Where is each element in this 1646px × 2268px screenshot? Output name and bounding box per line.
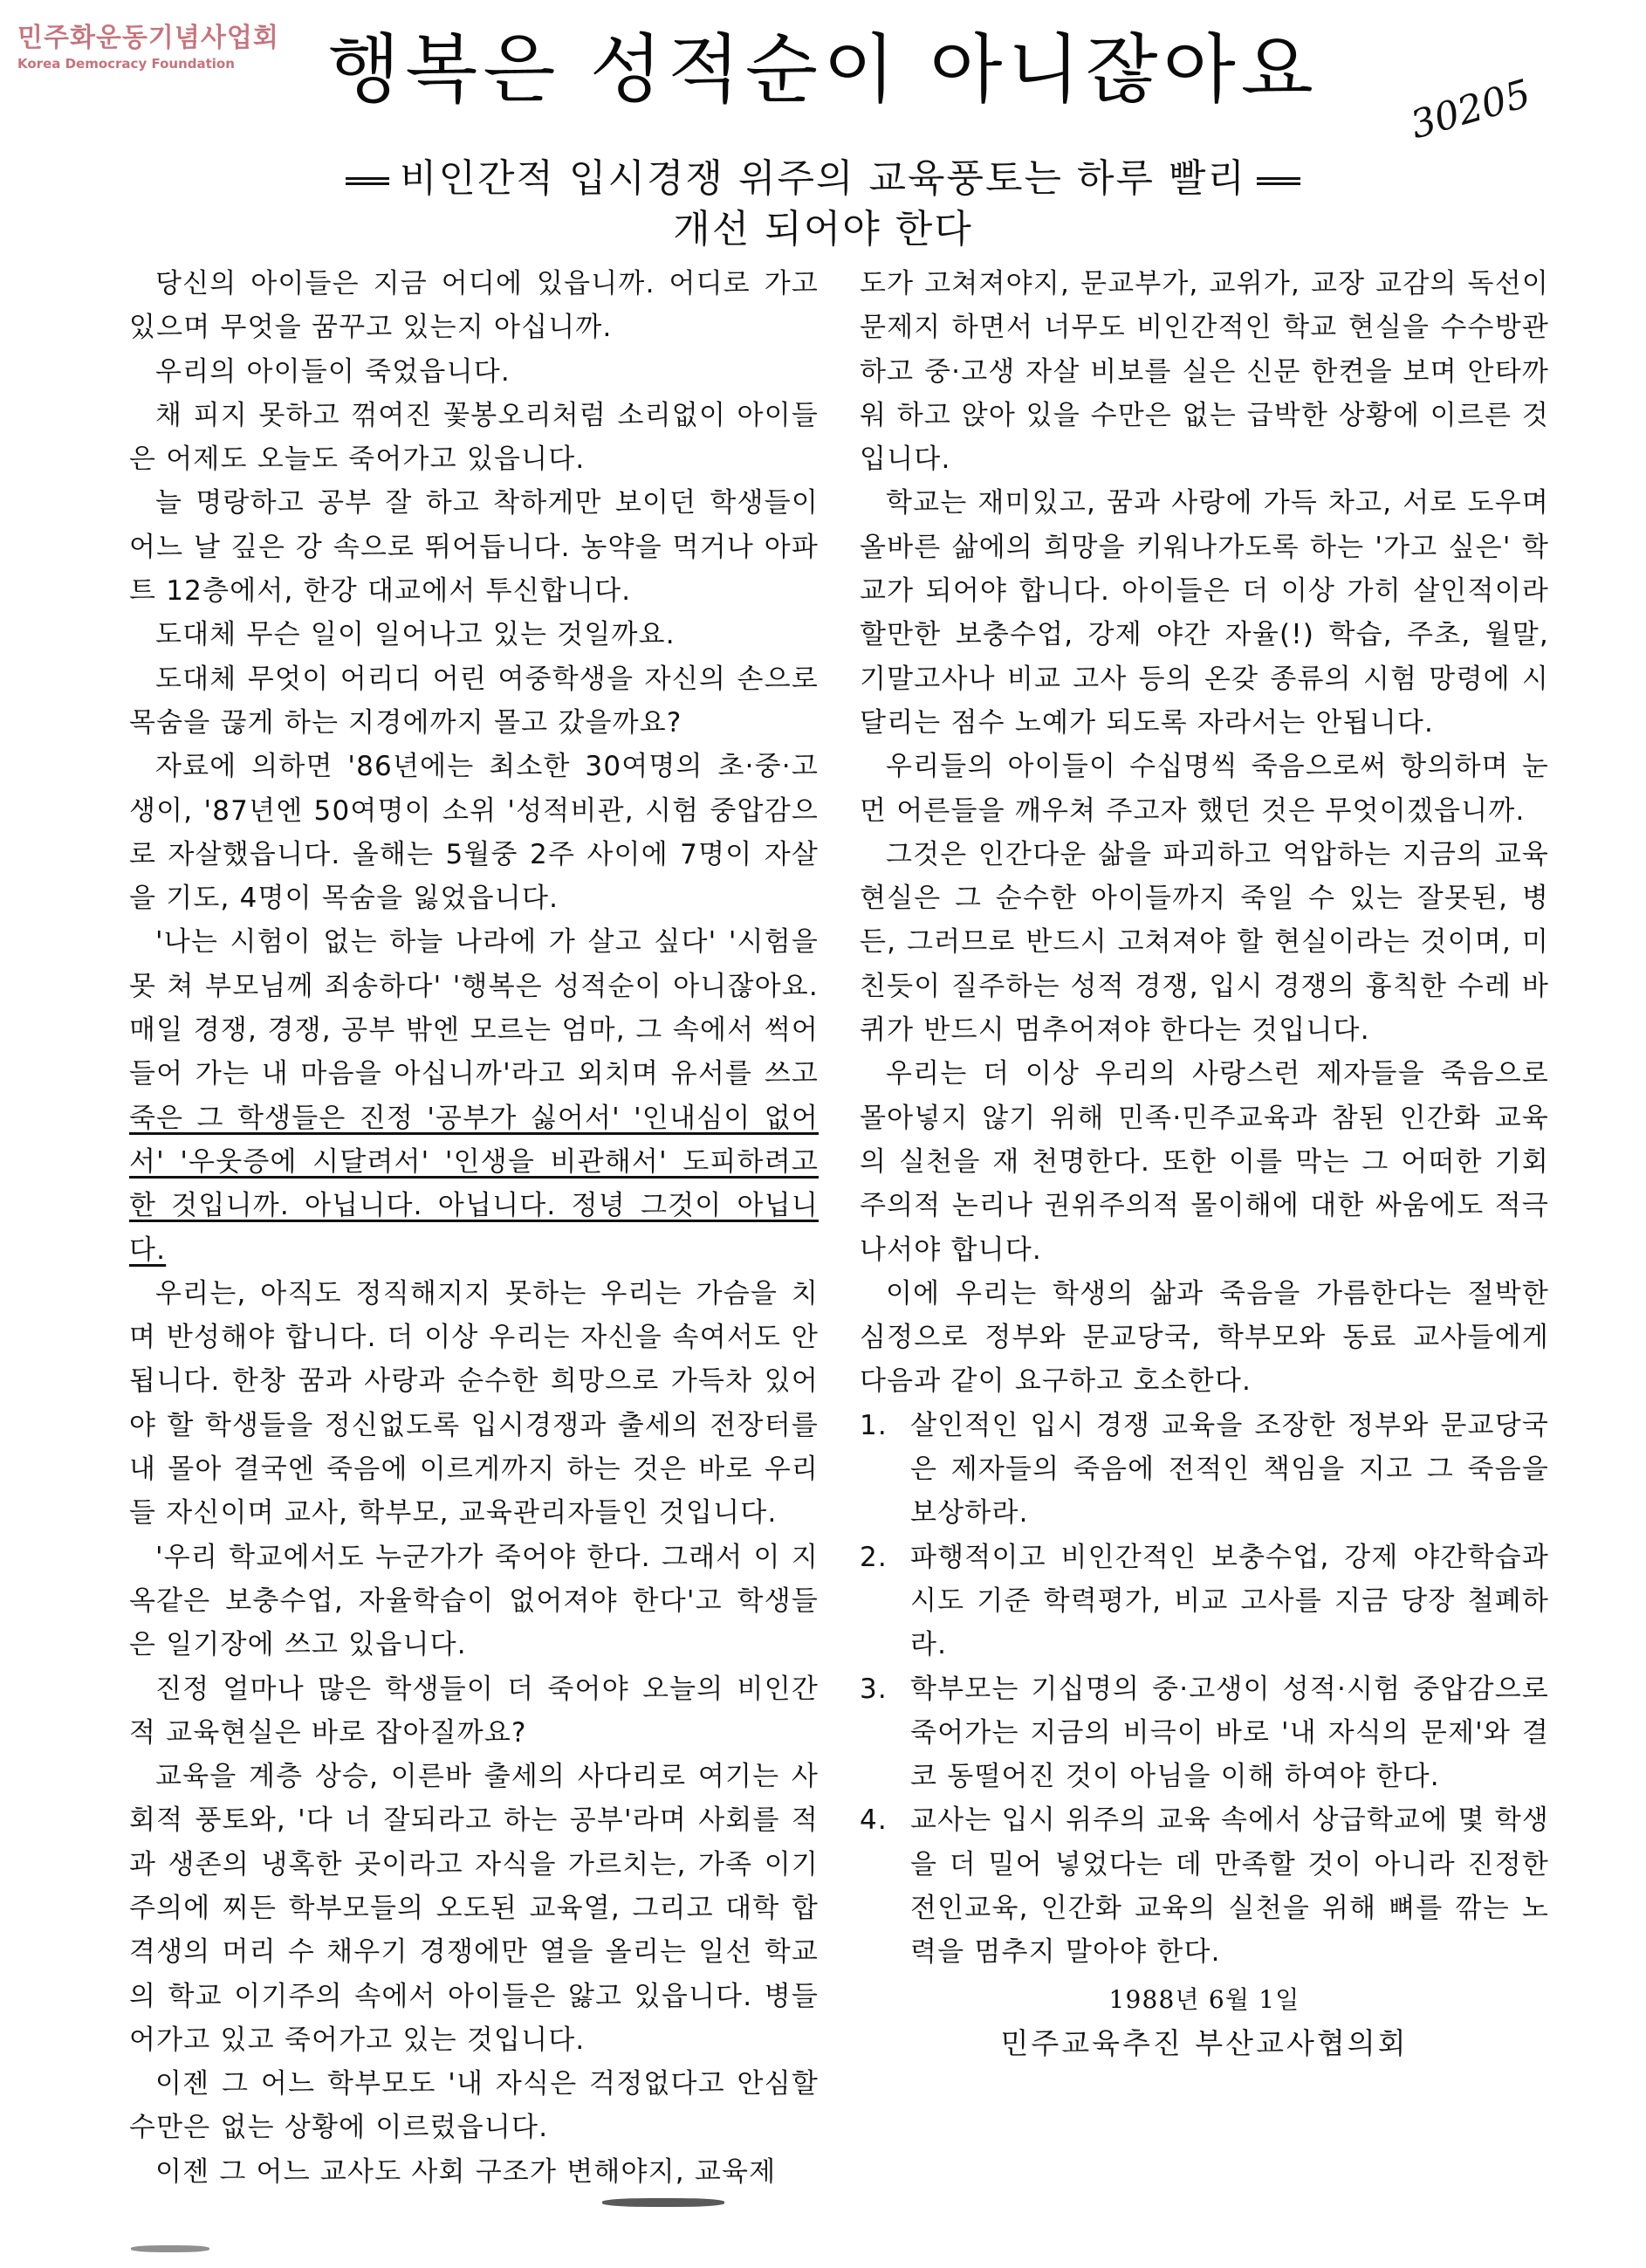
organization-name: 민주교육추진 부산교사협의회: [1000, 2025, 1409, 2060]
dash-left: [346, 177, 389, 185]
demand-item: [860, 1536, 1549, 1667]
paragraph: 우리들의 아이들이 수십명씩 죽음으로써 항의하며 눈 먼 어른들을 깨우쳐 주고자 했던 것은 무엇이겠읍니까.: [860, 751, 1549, 827]
subtitle-line-1: [0, 147, 1646, 203]
demand-text: 파행적이고 비인간적인 보충수업, 강제 야간학습과 시도 기준 학력평가, 비교 고사를 지금 당장 철폐하라.: [910, 1541, 1549, 1661]
demand-text: 학부모는 기십명의 중·고생이 성적·시험 중압감으로 죽어가는 지금의 비극이 바로 '내 자식의 문제'와 결코 동떨어진 것이 아님을 이해 하여야 한다.: [910, 1673, 1549, 1793]
handwritten-number: 30205: [1405, 71, 1536, 148]
paragraph: 우리의 아이들이 죽었읍니다.: [155, 355, 511, 388]
paragraph: 그것은 인간다운 삶을 파괴하고 억압하는 지금의 교육 현실은 그 순수한 아이들까지 죽일 수 있는 잘못된, 병든, 그러므로 반드시 고쳐져야 할 현실이라는 것이며, 미친듯이 질주하는 성적 경쟁, 입시 경쟁의 흉칙한 수레 바퀴가 반드시 멈추어져야 한다는 것입니다.: [860, 838, 1549, 1047]
document-date: 1988년 6월 1일: [1108, 1984, 1300, 2014]
demand-number: 2.: [860, 1541, 888, 1573]
paragraph: 당신의 아이들은 지금 어디에 있읍니까. 어디로 가고 있으며 무엇을 꿈꾸고 있는지 아십니까.: [129, 268, 819, 344]
paragraph: 도대체 무슨 일이 일어나고 있는 것일까요.: [155, 619, 676, 651]
watermark-english: Korea Democracy Foundation: [17, 56, 235, 72]
demand-text: 교사는 입시 위주의 교육 속에서 상급학교에 몇 학생을 더 밀어 넣었다는 데 만족할 것이 아니라 진정한 전인교육, 인간화 교육의 실천을 위해 뼈를 깎는 노력을 멈추지 말아야 한다.: [910, 1804, 1549, 1969]
demand-number: 1.: [860, 1409, 888, 1441]
subtitle-line-2: 개선 되어야 한다: [673, 207, 973, 251]
paragraph: 이젠 그 어느 학부모도 '내 자식은 걱정없다고 안심할 수만은 없는 상황에 이르렀읍니다.: [129, 2068, 819, 2144]
paragraph: 우리는 더 이상 우리의 사랑스런 제자들을 죽음으로 몰아넣지 않기 위해 민족·민주교육과 참된 인간화 교육의 실천을 재 천명한다. 또한 이를 막는 그 어떠한 기회주의적 논리나 권위주의적 몰이해에 대한 싸움에도 적극 나서야 합니다.: [860, 1058, 1549, 1266]
ink-smudge: [131, 2245, 209, 2252]
dash-right: [1257, 177, 1300, 185]
paragraph: 진정 얼마나 많은 학생들이 더 죽어야 오늘의 비인간적 교육현실은 바로 잡아질까요?: [129, 1673, 819, 1749]
watermark-korean: 민주화운동기념사업회: [17, 23, 279, 53]
demand-number: 4.: [860, 1804, 888, 1837]
ink-smudge: [602, 2198, 724, 2207]
demand-number: 3.: [860, 1673, 888, 1705]
quote-text: '나는 시험이 없는 하늘 나라에 가 살고 싶다' '시험을 못 쳐 부모님께 죄송하다' '행복은 성적순이 아니잖아요. 매일 경쟁, 경쟁, 공부 밖엔 모르는 엄마, 그 속에서 썩어들어 가는 내 마음을 아십니까'라고 외치며 유서를 쓰고: [129, 926, 819, 1090]
demand-item: [860, 1404, 1549, 1536]
paragraph: 학교는 재미있고, 꿈과 사랑에 가득 차고, 서로 도우며 올바른 삶에의 희망을 키워나가도록 하는 '가고 싶은' 학교가 되어야 합니다. 아이들은 더 이상 가히 살인적이라 할만한 보충수업, 강제 야간 자율(!) 학습, 주초, 월말, 기말고사나 비교 고사 등의 온갖 종류의 시험 망령에 시달리는 점수 노예가 되도록 자라서는 안됩니다.: [860, 487, 1549, 739]
paragraph: 이에 우리는 학생의 삶과 죽음을 가름한다는 절박한 심정으로 정부와 문교당국, 학부모와 동료 교사들에게 다음과 같이 요구하고 호소한다.: [860, 1277, 1549, 1398]
left-column: [129, 262, 819, 2194]
underlined-text: 죽은 그 학생들은 진정 '공부가 싫어서' '인내심이 없어서' '우웃증에 시달려서' '인생을 비관해서' 도피하려고 한 것입니까. 아닙니다. 아닙니다. 정녕 그것이 아닙니다.: [129, 1102, 819, 1266]
paragraph: 도가 고쳐져야지, 문교부가, 교위가, 교장 교감의 독선이 문제지 하면서 너무도 비인간적인 학교 현실을 수수방관하고 중·고생 자살 비보를 실은 신문 한켠을 보며 안타까워 하고 앉아 있을 수만은 없는 급박한 상황에 이르른 것입니다.: [860, 268, 1549, 476]
paragraph: 우리는, 아직도 정직해지지 못하는 우리는 가슴을 치며 반성해야 합니다. 더 이상 우리는 자신을 속여서도 안됩니다. 한창 꿈과 사랑과 순수한 희망으로 가득차 있어야 할 학생들을 정신없도록 입시경쟁과 출세의 전장터를 내 몰아 결국엔 죽음에 이르게까지 하는 것은 바로 우리들 자신이며 교사, 학부모, 교육관리자들인 것입니다.: [129, 1277, 819, 1529]
paragraph: 이젠 그 어느 교사도 사회 구조가 변해야지, 교육제: [155, 2155, 777, 2188]
paragraph: 교육을 계층 상승, 이른바 출세의 사다리로 여기는 사회적 풍토와, '다 너 잘되라고 하는 공부'라며 사회를 적과 생존의 냉혹한 곳이라고 자식을 가르치는, 가족 이기주의에 찌든 학부모들의 오도된 교육열, 그리고 대학 합격생의 머리 수 채우기 경쟁에만 열을 올리는 일선 학교의 학교 이기주의 속에서 아이들은 앓고 있읍니다. 병들어가고 있고 죽어가고 있는 것입니다.: [129, 1761, 819, 2056]
paragraph: 채 피지 못하고 꺾여진 꽃봉오리처럼 소리없이 아이들은 어제도 오늘도 죽어가고 있읍니다.: [129, 399, 819, 476]
paragraph: 도대체 무엇이 어리디 어린 여중학생을 자신의 손으로 목숨을 끊게 하는 지경에까지 몰고 갔을까요?: [129, 663, 819, 739]
demand-item: [860, 1798, 1549, 1974]
document-title: 행복은 성적순이 아니잖아요: [327, 26, 1319, 113]
paragraph: 자료에 의하면 '86년에는 최소한 30여명의 초·중·고생이, '87년엔 50여명이 소위 '성적비관, 시험 중압감으로 자살했읍니다. 올해는 5월중 2주 사이에 7명이 자살을 기도, 4명이 목숨을 잃었읍니다.: [129, 751, 819, 915]
subtitle-text-1: 비인간적 입시경쟁 위주의 교육풍토는 하루 빨리: [399, 156, 1246, 201]
right-column: [860, 262, 1549, 2065]
quote-paragraph: [129, 920, 819, 1271]
paragraph: 늘 명랑하고 공부 잘 하고 착하게만 보이던 학생들이 어느 날 깊은 강 속으로 뛰어듭니다. 농약을 먹거나 아파트 12층에서, 한강 대교에서 투신합니다.: [129, 487, 819, 608]
demand-text: 살인적인 입시 경쟁 교육을 조장한 정부와 문교당국은 제자들의 죽음에 전적인 책임을 지고 그 죽음을 보상하라.: [910, 1409, 1549, 1529]
demand-item: [860, 1667, 1549, 1799]
paragraph: '우리 학교에서도 누군가가 죽어야 한다. 그래서 이 지옥같은 보충수업, 자율학습이 없어져야 한다'고 학생들은 일기장에 쓰고 있읍니다.: [129, 1541, 819, 1661]
